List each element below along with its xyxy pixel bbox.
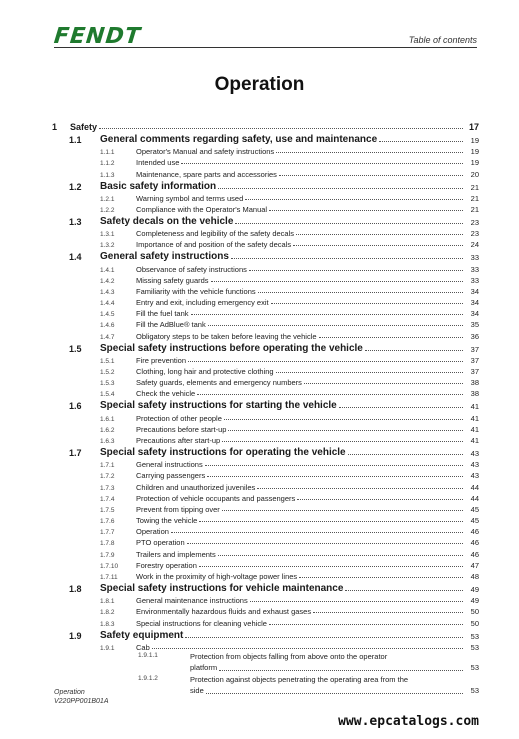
toc-entry-page: 48: [470, 572, 479, 581]
toc-entry-title: General instructions: [136, 460, 203, 470]
toc-leader-dots: [304, 383, 463, 384]
toc-entry-page: 37: [470, 355, 479, 365]
toc-entry-title: Clothing, long hair and protective clothing: [136, 367, 274, 376]
toc-entry[interactable]: [52, 605, 479, 616]
toc-leader-dots: [276, 372, 463, 373]
toc-entry-page: 50: [470, 618, 479, 628]
toc-entry[interactable]: [52, 274, 479, 285]
toc-entry-title-continued: side: [190, 685, 204, 695]
toc-entry-title: Environmentally hazardous fluids and exhaust gases: [136, 607, 312, 617]
toc-entry-number: 1.5: [69, 343, 82, 354]
toc-leader-dots: [187, 543, 463, 544]
toc-entry-title: Children and unauthorized juveniles: [136, 482, 256, 492]
toc-entry[interactable]: [52, 628, 479, 641]
toc-entry[interactable]: [52, 307, 479, 318]
toc-leader-dots: [339, 407, 463, 408]
toc-entry-number: 1.7.8: [100, 540, 115, 548]
toc-entry[interactable]: [52, 641, 479, 652]
toc-entry-title: Observance of safety instructions: [136, 264, 247, 274]
toc-entry[interactable]: [52, 296, 479, 307]
toc-entry-number: 1.7.7: [100, 529, 115, 537]
toc-entry[interactable]: [52, 227, 479, 238]
toc-leader-dots: [222, 510, 463, 511]
toc-entry-number: 1.1.1: [100, 149, 115, 157]
toc-leader-dots: [188, 361, 463, 362]
toc-entry-title: Forestry operation: [136, 560, 197, 570]
toc-entry-page: 34: [470, 309, 479, 319]
toc-entry-number: 1.1: [69, 135, 82, 145]
toc-leader-dots: [348, 454, 463, 455]
toc-entry-number: 1.8.3: [100, 620, 115, 628]
toc-entry-title: Carrying passengers: [136, 471, 206, 481]
toc-entry-page: 38: [470, 378, 479, 388]
toc-entry-title: Protection of other people: [136, 413, 222, 423]
toc-entry[interactable]: [52, 581, 479, 594]
toc-entry-number: 1.4.4: [100, 300, 115, 308]
toc-entry-page: 37: [470, 344, 479, 354]
toc-entry-number: 1.3: [69, 216, 82, 227]
toc-leader-dots: [365, 350, 463, 351]
toc-entry-number: 1.5.2: [100, 369, 115, 376]
toc-entry-page: 43: [470, 471, 479, 481]
toc-entry-title: Safety: [70, 122, 98, 132]
toc-entry[interactable]: [52, 616, 479, 627]
header-section-title: Table of contents: [408, 35, 477, 45]
toc-leader-dots: [231, 258, 463, 259]
toc-entry-title: Precautions before start-up: [136, 424, 227, 434]
toc-entry-page: 33: [470, 275, 479, 285]
toc-entry[interactable]: [52, 249, 479, 262]
toc-entry-title: Operator's Manual and safety instructions: [136, 147, 275, 157]
toc-entry-page: 41: [470, 424, 479, 434]
toc-entry[interactable]: [52, 119, 479, 132]
toc-entry-title-continued: platform: [190, 662, 218, 672]
toc-entry-title: Warning symbol and terms used: [136, 193, 244, 203]
toc-entry[interactable]: [52, 559, 479, 570]
toc-entry-title: Obligatory steps to be taken before leaving the vehicle: [136, 331, 317, 341]
toc-entry[interactable]: [52, 445, 479, 458]
toc-entry-title: Completeness and legibility of the safety decals: [136, 229, 295, 239]
toc-leader-dots: [319, 337, 463, 338]
toc-entry[interactable]: [52, 536, 479, 547]
toc-leader-dots: [271, 303, 463, 304]
toc-entry-title: Trailers and implements: [136, 549, 216, 559]
toc-entry-title: Check the vehicle: [136, 389, 196, 399]
toc-entry-page: 43: [470, 448, 479, 458]
toc-leader-dots: [345, 590, 463, 591]
toc-entry[interactable]: [52, 594, 479, 605]
toc-entry-page: 38: [470, 389, 479, 399]
toc-entry[interactable]: [52, 469, 479, 480]
toc-entry-page: 33: [470, 264, 479, 274]
toc-entry-page: 23: [470, 229, 479, 239]
toc-entry-number: 1.2.2: [100, 206, 115, 214]
toc-entry[interactable]: [52, 285, 479, 296]
toc-entry[interactable]: [52, 365, 479, 376]
toc-entry-number: 1.9.1: [100, 644, 115, 652]
toc-entry[interactable]: [52, 570, 479, 581]
toc-leader-dots: [299, 577, 463, 578]
toc-leader-dots: [152, 648, 463, 649]
toc-entry-number: 1.8.2: [100, 609, 115, 617]
toc-entry-title: Safety guards, elements and emergency numbers: [136, 378, 302, 388]
toc-entry-number: 1.9.1.2: [138, 674, 158, 682]
toc-leader-dots: [297, 499, 463, 500]
toc-leader-dots: [206, 686, 463, 694]
footer: [54, 688, 109, 706]
toc-entry-page: 37: [470, 367, 479, 376]
toc-entry-page: 44: [470, 482, 479, 492]
toc-leader-dots: [379, 141, 463, 142]
toc-entry-number: 1.5.1: [100, 357, 115, 365]
toc-entry-number: 1.7.6: [100, 518, 115, 526]
toc-entry-number: 1: [52, 122, 58, 132]
toc-entry-title: Work in the proximity of high-voltage power lines: [136, 572, 298, 581]
toc-entry-page: 35: [470, 320, 479, 330]
toc-entry-number: 1.7.9: [100, 551, 115, 559]
header-divider: [54, 47, 477, 48]
toc-entry[interactable]: [52, 203, 479, 214]
toc-entry[interactable]: [52, 179, 479, 192]
toc-entry[interactable]: [52, 398, 479, 411]
toc-entry-page: 46: [470, 549, 479, 559]
toc-entry-number: 1.6.3: [100, 437, 115, 445]
toc-leader-dots: [245, 199, 463, 200]
toc-entry-title: Missing safety guards: [136, 275, 209, 285]
toc-entry-title: Importance of and position of the safety decals: [136, 240, 292, 250]
toc-entry-page: 44: [470, 493, 479, 503]
toc-leader-dots: [269, 210, 463, 211]
toc-entry-title: Prevent from tipping over: [136, 504, 220, 514]
toc-entry-title: Fill the fuel tank: [136, 309, 189, 319]
toc-leader-dots: [181, 163, 463, 164]
toc-entry-page: 23: [470, 217, 479, 227]
toc-entry-page: 53: [470, 642, 479, 652]
toc-entry-page: 53: [470, 662, 479, 672]
toc-leader-dots: [222, 441, 463, 442]
toc-entry[interactable]: [52, 318, 479, 329]
toc-entry-page: 49: [470, 596, 479, 606]
toc-entry[interactable]: [52, 192, 479, 203]
toc-entry-page: 19: [470, 136, 479, 145]
toc-entry-page: 34: [470, 298, 479, 308]
toc-entry[interactable]: [52, 341, 479, 354]
toc-entry-page: 53: [470, 685, 479, 695]
toc-entry-number: 1.3.2: [100, 242, 115, 250]
toc-entry-page: 50: [470, 607, 479, 617]
toc-leader-dots: [279, 175, 463, 176]
toc-leader-dots: [313, 612, 463, 613]
toc-leader-dots: [235, 223, 463, 224]
toc-leader-dots: [199, 521, 463, 522]
toc-entry-number: 1.7.5: [100, 506, 115, 514]
toc-entry-title: Precautions after start-up: [136, 435, 221, 445]
toc-entry[interactable]: [52, 238, 479, 249]
toc-entry-title: Fire prevention: [136, 355, 187, 365]
toc-leader-dots: [296, 234, 463, 235]
toc-leader-dots: [258, 292, 463, 293]
toc-entry-page: 46: [470, 527, 479, 537]
toc-entry[interactable]: [52, 376, 479, 387]
toc-entry-number: 1.4.5: [100, 311, 115, 319]
toc-entry-number: 1.4.3: [100, 288, 115, 296]
toc-entry-title: PTO operation: [136, 538, 185, 548]
toc-entry-page: 36: [470, 331, 479, 341]
toc-entry[interactable]: [52, 480, 479, 491]
toc-entry-number: 1.2: [69, 181, 82, 192]
toc-entry-title: General comments regarding safety, use and maintenance: [100, 134, 378, 145]
toc-leader-dots: [171, 532, 463, 533]
toc-entry-title: General safety instructions: [100, 251, 229, 263]
toc-entry-page: 19: [470, 147, 479, 157]
toc-entry-number: 1.5.4: [100, 391, 115, 399]
toc-entry-page: 47: [470, 560, 479, 570]
toc-entry[interactable]: [52, 514, 479, 525]
toc-entry-page: 49: [470, 585, 479, 594]
toc-entry-title: Maintenance, spare parts and accessories: [136, 169, 277, 179]
toc-entry-page: 46: [470, 538, 479, 548]
toc-entry-number: 1.6: [69, 401, 82, 412]
toc-entry-title: Operation: [136, 527, 169, 537]
toc-entry-title: General maintenance instructions: [136, 596, 248, 606]
toc-entry-page: 41: [470, 402, 479, 412]
toc-entry-title: Compliance with the Operator's Manual: [136, 204, 268, 214]
toc-entry-number: 1.7.11: [100, 574, 118, 581]
toc-leader-dots: [208, 325, 463, 326]
toc-entry-number: 1.3.1: [100, 231, 115, 239]
toc-entry[interactable]: [52, 145, 479, 156]
toc-entry-number: 1.7.1: [100, 462, 115, 470]
toc-entry[interactable]: [52, 387, 479, 398]
toc-leader-dots: [250, 601, 463, 602]
toc-entry-title: Special safety instructions for vehicle maintenance: [100, 583, 344, 594]
toc-entry-title: Safety decals on the vehicle: [100, 215, 234, 227]
toc-leader-dots: [218, 555, 463, 556]
toc-entry[interactable]: [52, 354, 479, 365]
toc-entry-number: 1.9: [69, 630, 82, 641]
toc-entry-page: 33: [470, 253, 479, 263]
toc-entry-page: 20: [470, 169, 479, 179]
toc-entry[interactable]: [52, 167, 479, 178]
toc-entry-page: 21: [470, 204, 479, 214]
toc-entry[interactable]: [52, 525, 479, 536]
toc-entry-number: 1.1.2: [100, 160, 115, 168]
toc-entry-title: Special safety instructions for operating the vehicle: [100, 446, 346, 458]
toc-leader-dots: [218, 188, 463, 189]
toc-entry-page: 17: [468, 122, 479, 132]
toc-entry-page: 21: [470, 193, 479, 203]
toc-entry-page: 34: [470, 286, 479, 296]
toc-entry-title: Special safety instructions for starting the vehicle: [100, 400, 337, 412]
toc-entry-number: 1.7.4: [100, 495, 115, 503]
toc-leader-dots: [99, 128, 463, 129]
toc-entry-title: Basic safety information: [100, 180, 217, 192]
toc-entry-page: 53: [470, 631, 479, 641]
toc-entry-page: 21: [470, 182, 479, 192]
toc-entry-number: 1.6.2: [100, 426, 115, 434]
toc-entry-title: Protection against objects penetrating the operating area from the: [190, 674, 409, 684]
toc-entry[interactable]: [52, 434, 479, 445]
toc-entry-number: 1.4.1: [100, 266, 115, 274]
toc-entry-title: Protection of vehicle occupants and passengers: [136, 493, 296, 503]
toc-entry[interactable]: [52, 329, 479, 340]
toc-entry-title: Towing the vehicle: [136, 516, 198, 526]
toc-leader-dots: [249, 270, 463, 271]
toc-entry-title: Safety equipment: [100, 629, 184, 641]
toc-entry-number: 1.6.1: [100, 415, 115, 423]
toc-entry-number: 1.7.2: [100, 473, 115, 481]
toc-entry-number: 1.1.3: [100, 171, 115, 179]
toc-leader-dots: [185, 637, 463, 638]
toc-entry-number: 1.9.1.1: [138, 651, 158, 659]
toc-entry[interactable]: [52, 458, 479, 469]
toc-entry[interactable]: [52, 214, 479, 227]
toc-entry-title: Intended use: [136, 158, 180, 168]
toc-entry-number: 1.4.7: [100, 333, 115, 341]
toc-entry[interactable]: [52, 503, 479, 514]
toc-entry-title: Special safety instructions before operating the vehicle: [100, 342, 363, 354]
toc-leader-dots: [276, 152, 463, 153]
footer-doc-code: V220PP001B01A: [54, 698, 109, 705]
toc-leader-dots: [211, 281, 463, 282]
toc-entry-title: Fill the AdBlue® tank: [136, 320, 206, 330]
toc-entry-number: 1.7.10: [100, 562, 119, 570]
toc-entry[interactable]: [52, 492, 479, 503]
toc-entry-page: 45: [470, 516, 479, 526]
toc-leader-dots: [257, 488, 463, 489]
toc-leader-dots: [228, 430, 463, 431]
toc-entry-title: Entry and exit, including emergency exit: [136, 298, 269, 308]
toc-entry-title: Special instructions for cleaning vehicle: [136, 618, 267, 628]
toc-entry[interactable]: [52, 132, 479, 145]
toc-entry-number: 1.2.1: [100, 195, 115, 203]
toc-entry-page: 41: [470, 435, 479, 445]
toc-entry-number: 1.8: [69, 584, 82, 594]
toc-entry-number: 1.8.1: [100, 598, 115, 606]
toc-entry-page: 43: [470, 460, 479, 470]
toc-entry-number: 1.4.2: [100, 277, 115, 285]
toc-entry-page: 19: [470, 158, 479, 168]
toc-entry[interactable]: [52, 411, 479, 422]
toc-entry-page: 24: [470, 240, 479, 250]
toc-entry-number: 1.5.3: [100, 380, 115, 388]
footer-chapter: Operation: [54, 689, 85, 696]
toc-entry-number: 1.7.3: [100, 484, 115, 492]
toc-entry-title: Familiarity with the vehicle functions: [136, 286, 256, 296]
watermark-url: www.epcatalogs.com: [338, 714, 479, 729]
toc-leader-dots: [269, 624, 463, 625]
fendt-logo: FENDT: [52, 24, 143, 49]
toc-entry[interactable]: [52, 675, 479, 698]
toc-leader-dots: [293, 245, 463, 246]
toc-entry-number: 1.4.6: [100, 322, 115, 330]
toc-leader-dots: [199, 566, 463, 567]
toc-entry[interactable]: [52, 652, 479, 675]
page-title: Operation: [214, 74, 305, 95]
toc-leader-dots: [197, 394, 463, 395]
table-of-contents: [52, 119, 479, 698]
toc-entry-title: Cab: [136, 642, 150, 652]
toc-leader-dots: [207, 476, 463, 477]
toc-entry-page: 41: [470, 413, 479, 423]
toc-leader-dots: [205, 465, 463, 466]
toc-entry-page: 45: [470, 504, 479, 514]
toc-entry[interactable]: [52, 156, 479, 167]
toc-entry[interactable]: [52, 547, 479, 558]
toc-entry-title: Protection from objects falling from above onto the operator: [190, 651, 388, 661]
toc-entry-number: 1.7: [69, 447, 82, 458]
toc-entry[interactable]: [52, 423, 479, 434]
toc-leader-dots: [224, 419, 463, 420]
toc-leader-dots: [191, 314, 463, 315]
toc-entry[interactable]: [52, 262, 479, 273]
toc-entry-number: 1.4: [69, 252, 82, 263]
toc-leader-dots: [219, 663, 463, 671]
